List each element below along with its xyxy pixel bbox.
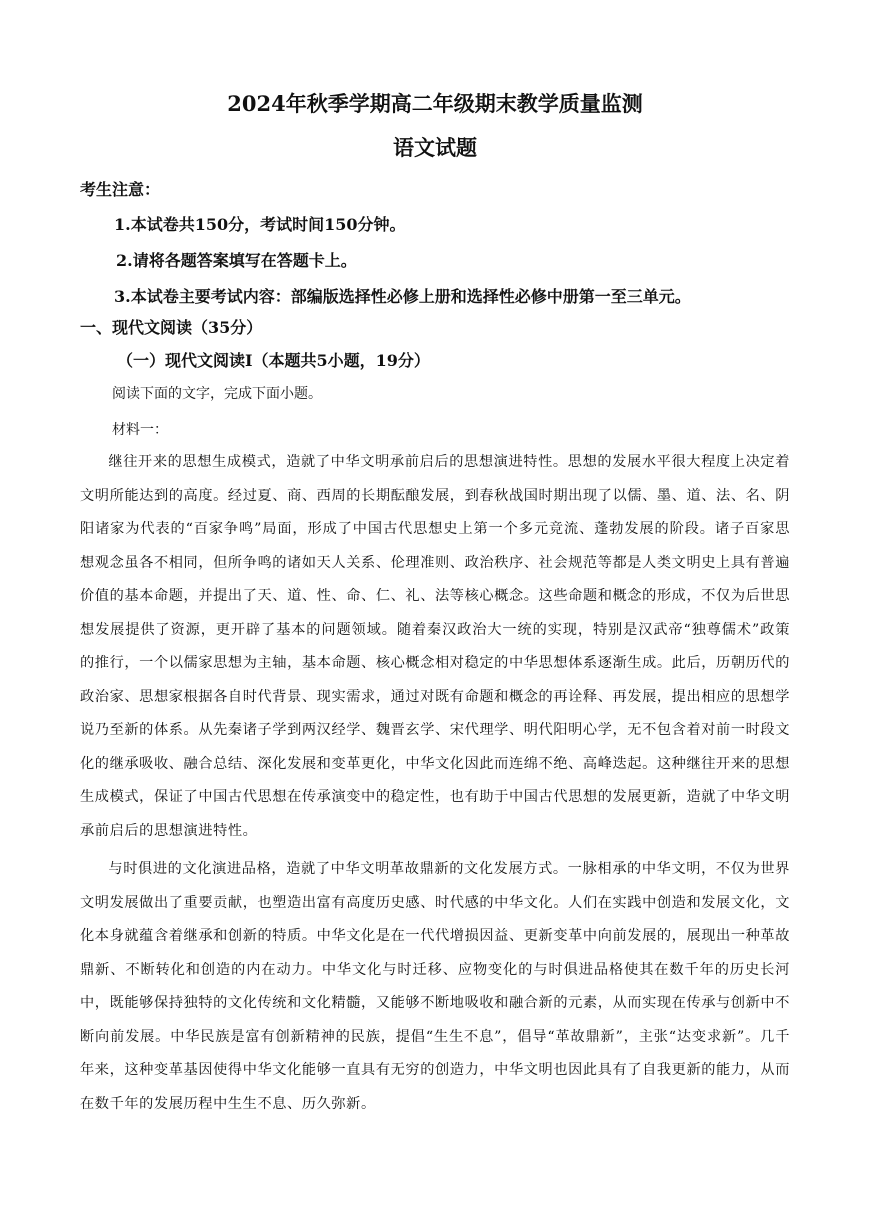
notice-item: 1.本试卷共150分，考试时间150分钟。	[114, 215, 406, 234]
section-heading: 一、现代文阅读（35分）	[80, 318, 263, 337]
notice-list	[114, 213, 691, 321]
notice-item: 2.请将各题答案填写在答题卡上。	[116, 251, 357, 270]
reading-instruction: 阅读下面的文字，完成下面小题。	[112, 386, 322, 402]
exam-title: 2024年秋季学期高二年级期末教学质量监测	[227, 91, 643, 116]
exam-subtitle: 语文试题	[393, 135, 477, 160]
subsection-heading: （一）现代文阅读Ⅰ（本题共5小题，19分）	[117, 351, 430, 370]
material-label: 材料一：	[112, 422, 168, 438]
passage-paragraph: 与时俱进的文化演进品格，造就了中华文明革故鼎新的文化发展方式。一脉相承的中华文明，不仅为世界文明发展做出了重要贡献，也塑造出富有高度历史感、时代感的中华文化。人们在实践中创造和发展文化，文化本身就蕴含着继承和创新的特质。中华文化是在一代代增损因益、更新变革中向前发展的，展现出一种革故鼎新、不断转化和创造的内在动力。中华文化与时迁移、应物变化的与时俱进品格使其在数千年的历史长河中，既能够保持独特的文化传统和文化精髓，又能够不断地吸收和融合新的元素，从而实现在传承与创新中不断向前发展。中华民族是富有创新精神的民族，提倡“生生不息”，倡导“革故鼎新”，主张“达变求新”。几千年来，这种变革基因使得中华文化能够一直具有无穷的创造力，中华文明也因此具有了自我更新的能力，从而在数千年的发展历程中生生不息、历久弥新。	[80, 861, 790, 1112]
notice-heading: 考生注意：	[80, 180, 161, 199]
notice-item: 3.本试卷主要考试内容：部编版选择性必修上册和选择性必修中册第一至三单元。	[114, 287, 691, 306]
passage-paragraph: 继往开来的思想生成模式，造就了中华文明承前启后的思想演进特性。思想的发展水平很大程度上决定着文明所能达到的高度。经过夏、商、西周的长期酝酿发展，到春秋战国时期出现了以儒、墨、道、法、名、阴阳诸家为代表的“百家争鸣”局面，形成了中国古代思想史上第一个多元竞流、蓬勃发展的阶段。诸子百家思想观念虽各不相同，但所争鸣的诸如天人关系、伦理准则、政治秩序、社会规范等都是人类文明史上具有普遍价值的基本命题，并提出了天、道、性、命、仁、礼、法等核心概念。这些命题和概念的形成，不仅为后世思想发展提供了资源，更开辟了基本的问题领域。随着秦汉政治大一统的实现，特别是汉武帝“独尊儒术”政策的推行，一个以儒家思想为主轴，基本命题、核心概念相对稳定的中华思想体系逐渐生成。此后，历朝历代的政治家、思想家根据各自时代背景、现实需求，通过对既有命题和概念的再诠释、再发展，提出相应的思想学说乃至新的体系。从先秦诸子学到两汉经学、魏晋玄学、宋代理学、明代阳明心学，无不包含着对前一时段文化的继承吸收、融合总结、深化发展和变革更化，中华文化因此而连绵不绝、高峰迭起。这种继往开来的思想生成模式，保证了中国古代思想在传承演变中的稳定性，也有助于中国古代思想的发展更新，造就了中华文明承前启后的思想演进特性。	[80, 454, 790, 839]
